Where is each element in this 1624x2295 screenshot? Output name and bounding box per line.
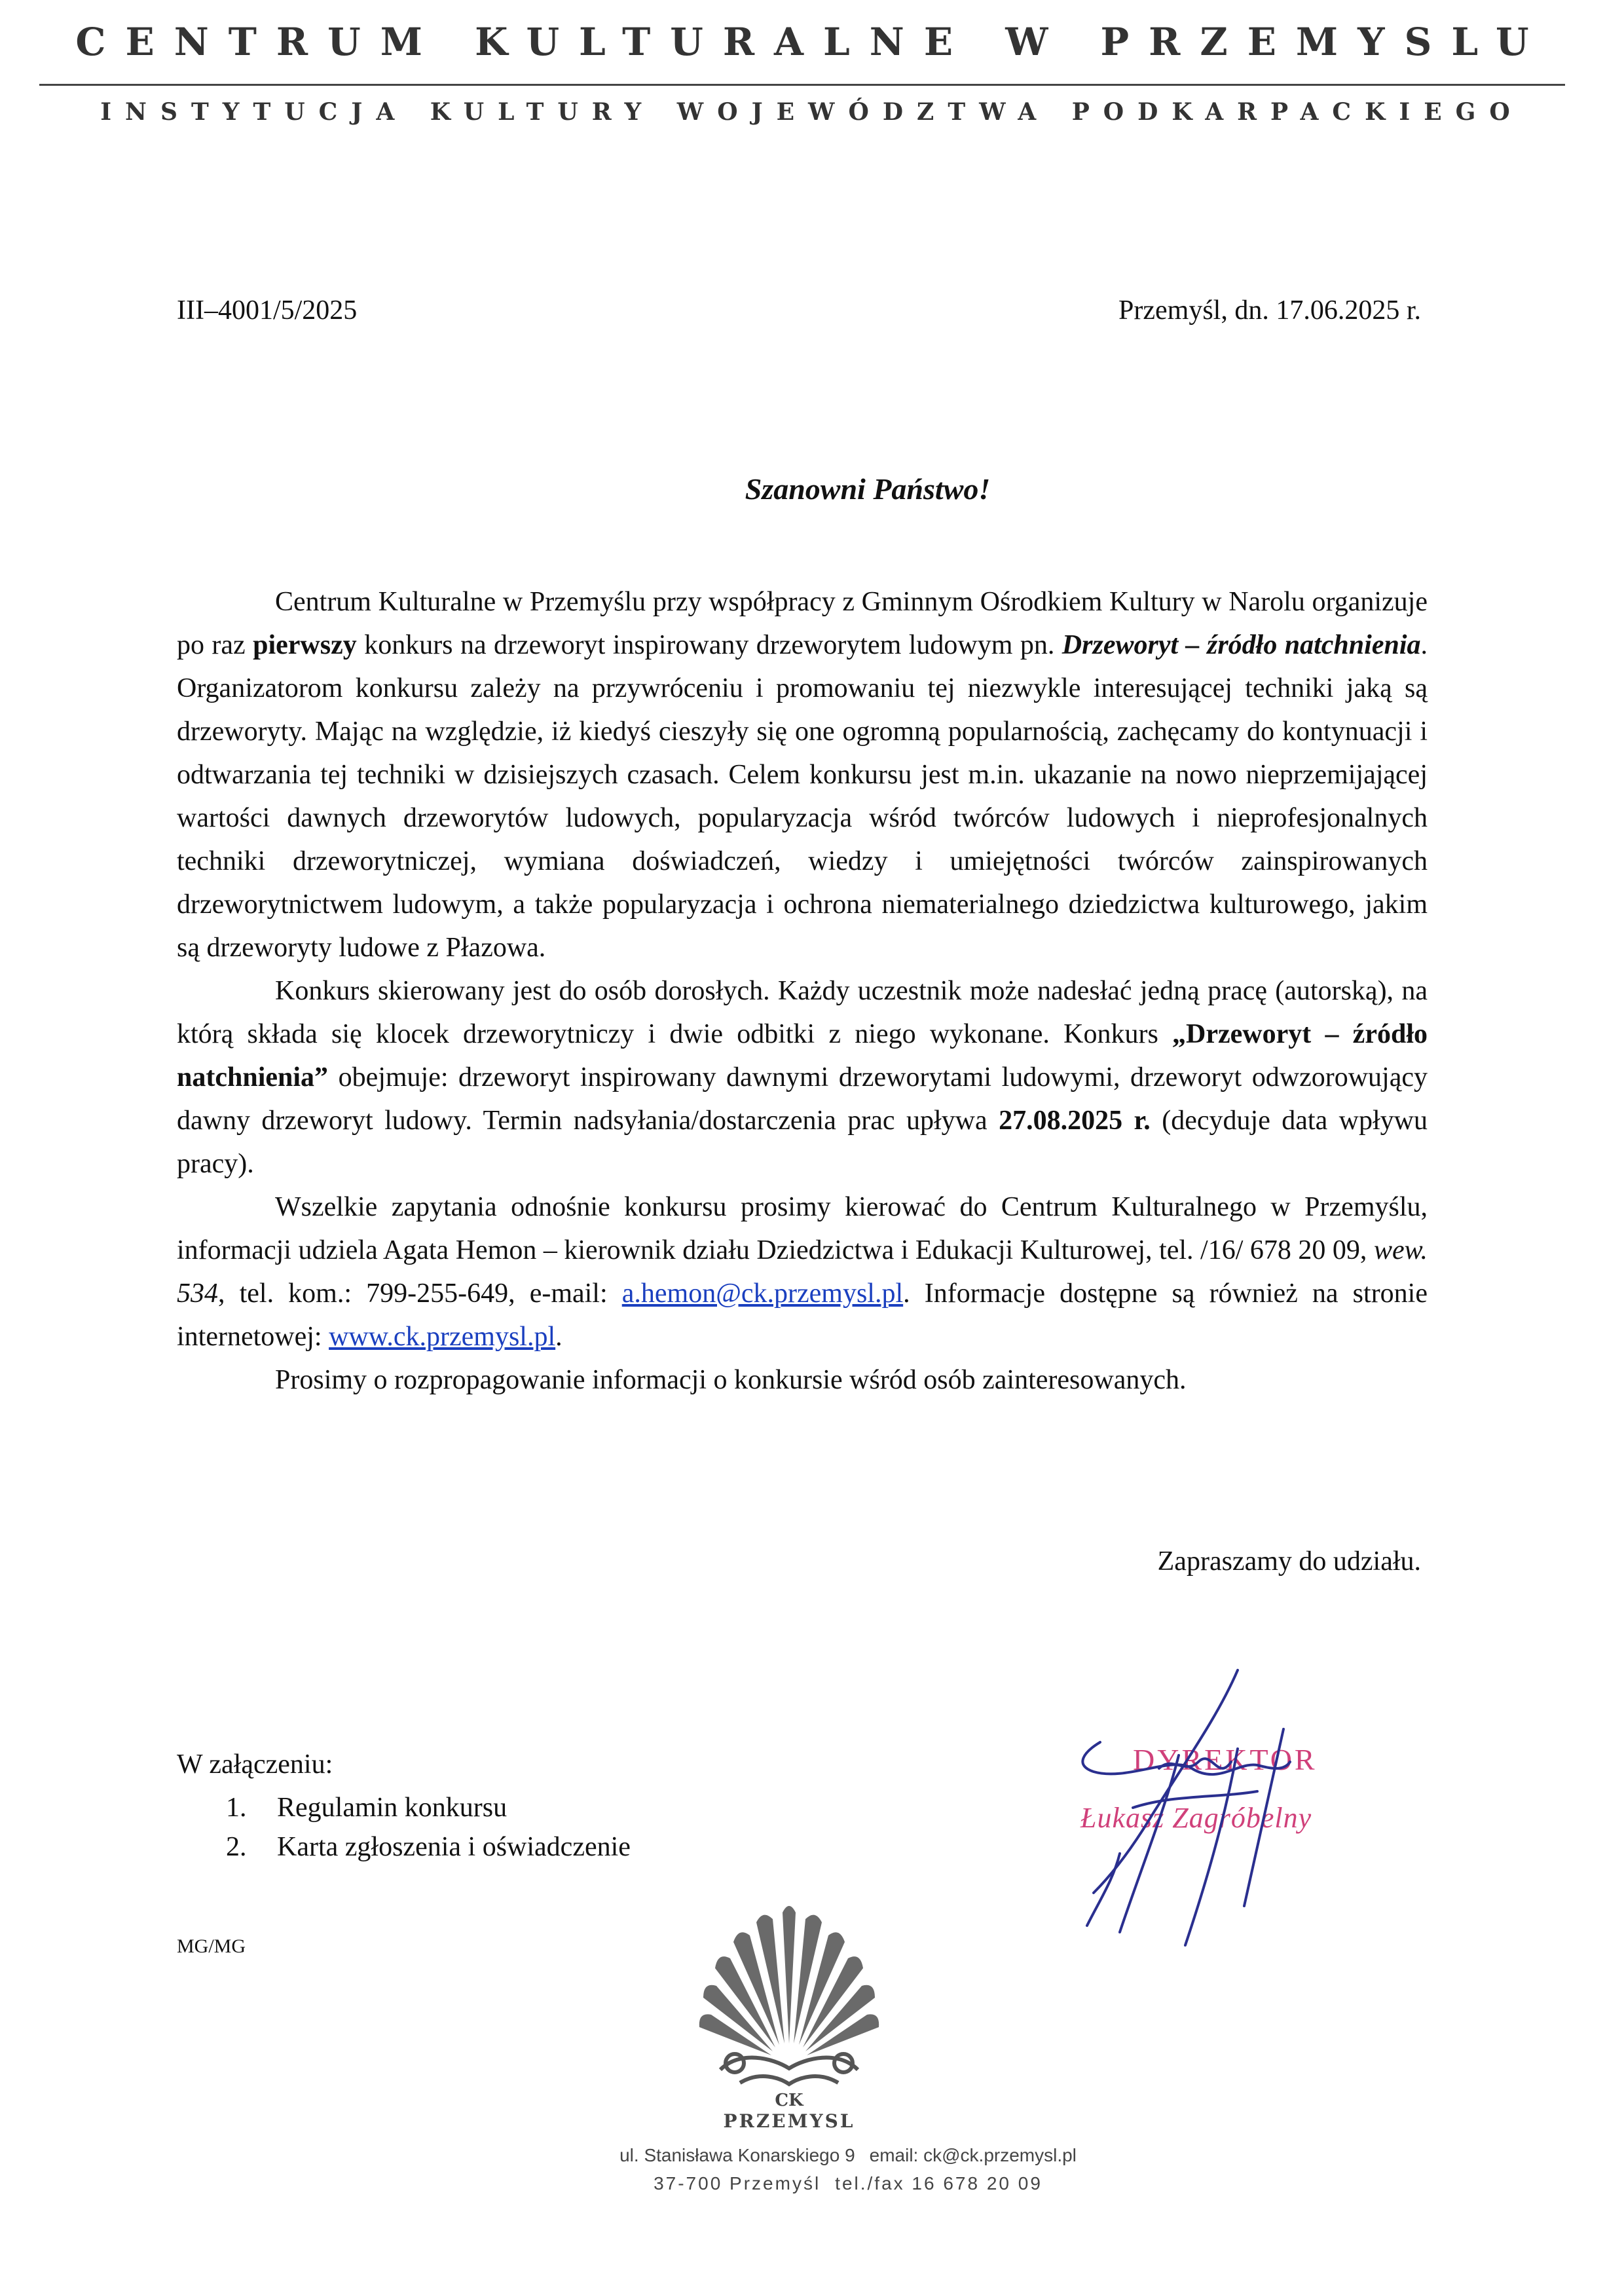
p1-text-3: . Organizatorom konkursu zależy na przywróceniu i promowaniu tej niezwykle interesującej techniki jaką są drzeworyty. Mając na względzie, iż kiedyś cieszyły się one ogromną popularnością, zachęcamy do kontynuacji i odtwarzania tej techniki w dzisiejszych czasach. Celem konkursu jest m.in. ukazanie na nowo nieprzemijającej wartości dawnych drzeworytów ludowych, popularyzacja wśród twórców ludowych i nieprofesjonalnych techniki drzeworytniczej, wymiana doświadczeń, wiedzy i umiejętności twórców zainspirowanych drzeworytnictwem ludowym, a także popularyzacja i ochrona niematerialnego dziedzictwa kulturowego, jakim są drzeworyty ludowe z Płazowa. <box>177 630 1428 963</box>
p3-text-1: Wszelkie zapytania odnośnie konkursu prosimy kierować do Centrum Kulturalnego w Przemyślu, informacji udziela Agata Hemon – kierownik działu Dziedzictwa i Edukacji Kulturowej, tel. /16/ 678 20 09, <box>177 1192 1428 1265</box>
letter-body <box>177 580 1428 1402</box>
p2-text-3: (decyduje data wpływu pracy). <box>177 1106 1428 1179</box>
stamp-name: Łukasz Zagróbelny <box>1080 1802 1312 1834</box>
attachments-list <box>226 1788 631 1867</box>
p2-text-1: Konkurs skierowany jest do osób dorosłych. Każdy uczestnik może nadesłać jedną pracę (autorską), na którą składa się klocek drzeworytniczy i dwie odbitki z niego wykonane. Konkurs <box>177 976 1428 1049</box>
p3-text-2: , tel. kom.: 799-255-649, e-mail: <box>218 1278 622 1309</box>
p2-deadline: 27.08.2025 r. <box>999 1106 1151 1136</box>
body-paragraph-1 <box>177 580 1428 969</box>
p3-text-4: . <box>555 1322 563 1352</box>
attachment-label: Regulamin konkursu <box>277 1793 507 1823</box>
signature-icon <box>1022 1657 1388 1998</box>
letterhead-title: CENTRUM KULTURALNE W PRZEMYSLU <box>75 20 1549 64</box>
letterhead-divider <box>39 84 1565 86</box>
salutation: Szanowni Państwo! <box>745 472 991 506</box>
p1-text-2: konkurs na drzeworyt inspirowany drzeworytem ludowym pn. <box>356 630 1062 660</box>
p1-bold-1: pierwszy <box>253 630 357 660</box>
p1-contest-title: Drzeworyt – źródło natchnienia <box>1061 630 1421 660</box>
footer-line-1 <box>0 2145 1624 2166</box>
logo-ck-text: CK <box>775 2091 803 2110</box>
letterhead-subtitle: INSTYTUCJA KULTURY WOJEWÓDZTWA PODKARPACKIEGO <box>100 98 1524 126</box>
website-link[interactable]: www.ck.przemysl.pl <box>329 1322 556 1352</box>
body-paragraph-3 <box>177 1185 1428 1358</box>
p3-text-3: . Informacje dostępne są również na stronie internetowej: <box>177 1278 1428 1352</box>
place-date: Przemyśl, dn. 17.06.2025 r. <box>1118 295 1421 326</box>
body-paragraph-4: Prosimy o rozpropagowanie informacji o konkursie wśród osób zainteresowanych. <box>275 1365 1187 1395</box>
footer-phone: tel./fax 16 678 20 09 <box>835 2173 1043 2193</box>
p3-extension: wew. 534 <box>177 1235 1428 1309</box>
stamp-title: DYREKTOR <box>1133 1743 1318 1776</box>
p1-text-1: Centrum Kulturalne w Przemyślu przy współpracy z Gminnym Ośrodkiem Kultury w Narolu organizuje po raz <box>177 587 1428 660</box>
closing: Zapraszamy do udziału. <box>1157 1546 1421 1577</box>
footer-postal: 37-700 Przemyśl <box>654 2173 821 2193</box>
attachment-label: Karta zgłoszenia i oświadczenie <box>277 1832 631 1862</box>
email-link[interactable]: a.hemon@ck.przemysl.pl <box>621 1278 904 1309</box>
shell-icon <box>694 1886 884 2096</box>
attachment-number: 2. <box>226 1832 247 1862</box>
attachment-number: 1. <box>226 1793 247 1823</box>
footer-address: ul. Stanisława Konarskiego 9 <box>619 2145 855 2165</box>
p2-contest-title: „Drzeworyt – źródło natchnienia” <box>177 1019 1428 1092</box>
p2-text-2: obejmuje: drzeworyt inspirowany dawnymi drzeworytami ludowymi, drzeworyt odwzorowujący dawny drzeworyt ludowy. Termin nadsyłania/dostarczenia prac upływa <box>177 1062 1428 1136</box>
attachment-item <box>226 1827 631 1867</box>
body-paragraph-2 <box>177 969 1428 1185</box>
author-initials: MG/MG <box>177 1935 246 1957</box>
attachment-item <box>226 1788 631 1827</box>
attachments-heading: W załączeniu: <box>177 1749 333 1780</box>
logo-city-text: PRZEMYSL <box>723 2110 855 2132</box>
reference-number: III–4001/5/2025 <box>177 295 358 326</box>
footer-email: email: ck@ck.przemysl.pl <box>869 2145 1077 2165</box>
footer-line-2 <box>0 2173 1624 2194</box>
